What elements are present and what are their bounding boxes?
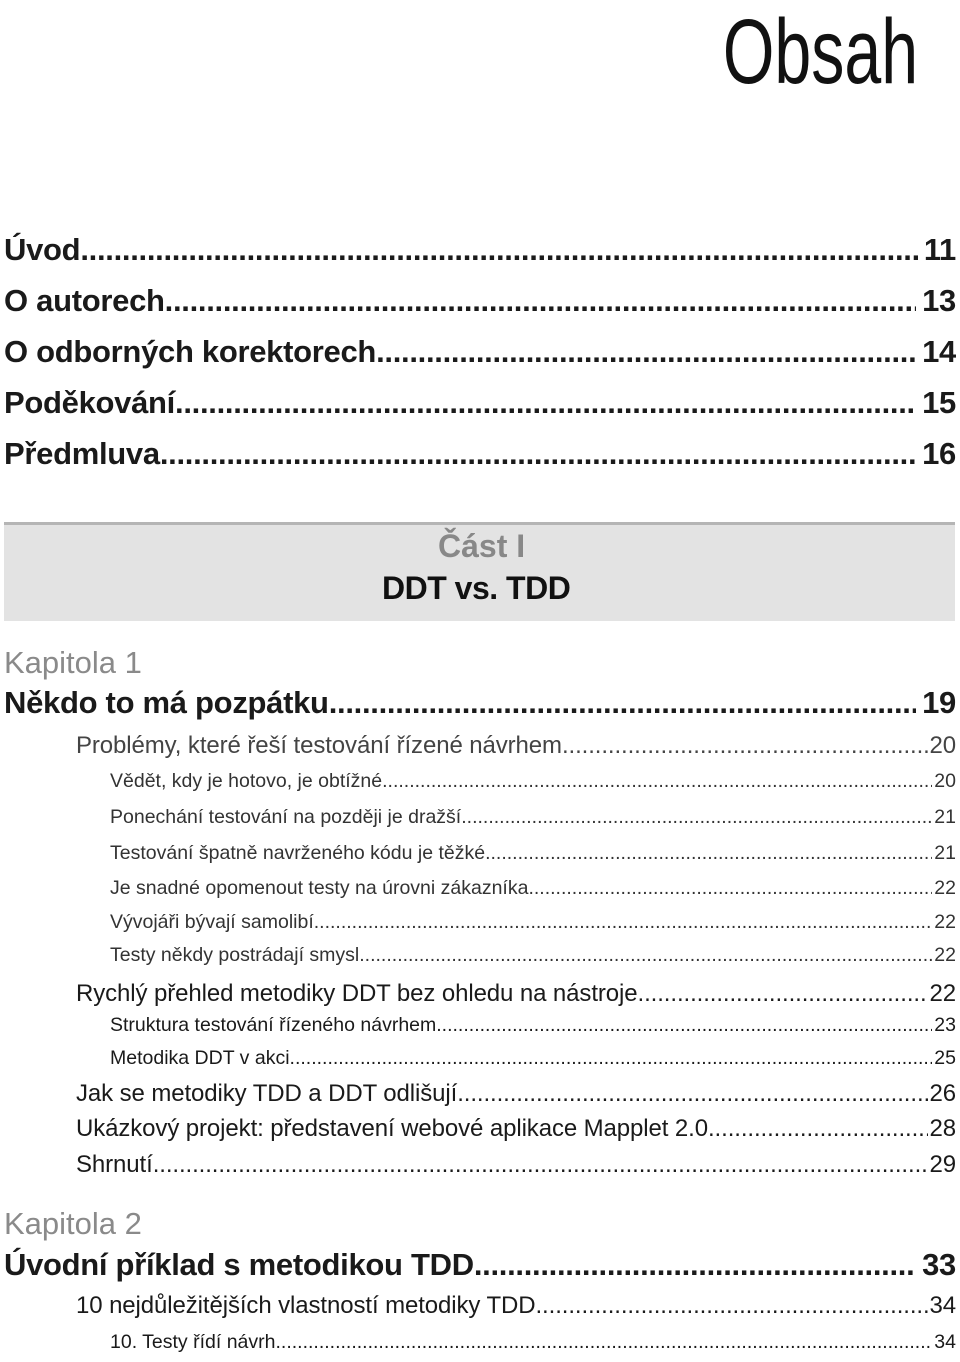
chapter-page: 19 [922, 685, 956, 720]
toc-subsection[interactable] [110, 1331, 956, 1354]
dot-leader [457, 1080, 927, 1108]
dot-leader [275, 1331, 932, 1354]
chapter-title: Úvodní příklad s metodikou TDD [4, 1247, 474, 1282]
dot-leader [485, 842, 932, 865]
toc-section[interactable] [76, 732, 956, 760]
subsection-page: 20 [934, 770, 956, 792]
toc-entry-page: 16 [922, 436, 956, 471]
subsection-page: 23 [934, 1014, 956, 1036]
toc-entry-podekovani[interactable] [4, 385, 956, 421]
toc-entry-page: 14 [922, 334, 956, 369]
toc-entry-page: 15 [922, 385, 956, 420]
section-page: 29 [929, 1151, 956, 1178]
toc-subsection[interactable] [110, 877, 956, 900]
dot-leader [528, 877, 932, 900]
toc-subsection[interactable] [110, 842, 956, 865]
part-title: DDT vs. TDD [382, 570, 571, 606]
subsection-title: Je snadné opomenout testy na úrovni zákazníka [110, 877, 529, 899]
subsection-page: 22 [934, 944, 956, 966]
toc-section[interactable] [76, 1080, 956, 1108]
subsection-page: 25 [934, 1047, 956, 1069]
subsection-title: Vědět, kdy je hotovo, je obtížné [110, 770, 383, 792]
dot-leader [359, 944, 932, 967]
toc-chapter-1[interactable] [4, 685, 956, 721]
dot-leader [165, 283, 916, 319]
dot-leader [329, 685, 916, 721]
toc-section[interactable] [76, 1151, 956, 1179]
chapter-title: Někdo to má pozpátku [4, 685, 329, 720]
section-title: Ukázkový projekt: představení webové aplikace Mapplet 2.0 [76, 1115, 708, 1142]
subsection-title: Struktura testování řízeného návrhem [110, 1014, 437, 1036]
toc-entry-title: Předmluva [4, 436, 160, 471]
subsection-page: 21 [934, 806, 956, 828]
dot-leader [376, 334, 916, 370]
section-title: Rychlý přehled metodiky DDT bez ohledu na nástroje [76, 980, 638, 1007]
chapter-page: 33 [922, 1247, 956, 1282]
dot-leader [175, 385, 916, 421]
chapter-label: Kapitola 2 [4, 1206, 142, 1241]
dot-leader [708, 1115, 928, 1143]
dot-leader [160, 436, 916, 472]
section-page: 22 [929, 980, 956, 1007]
dot-leader [314, 911, 933, 934]
toc-entry-title: Úvod [4, 232, 81, 267]
toc-section[interactable] [76, 980, 956, 1008]
toc-entry-uvod[interactable] [4, 232, 956, 268]
dot-leader [638, 980, 928, 1008]
dot-leader [382, 770, 932, 793]
toc-subsection[interactable] [110, 944, 956, 967]
subsection-page: 22 [934, 911, 956, 933]
toc-section[interactable] [76, 1115, 956, 1143]
section-title: 10 nejdůležitějších vlastností metodiky TDD [76, 1292, 536, 1319]
dot-leader [436, 1014, 932, 1037]
dot-leader [153, 1151, 928, 1179]
subsection-title: Ponechání testování na později je dražší [110, 806, 462, 828]
toc-subsection[interactable] [110, 770, 956, 793]
dot-leader [80, 232, 918, 268]
toc-entry-title: O autorech [4, 283, 165, 318]
page-title: Obsah [722, 1, 918, 103]
section-page: 26 [929, 1080, 956, 1107]
subsection-title: Testování špatně navrženého kódu je těžké [110, 842, 486, 864]
toc-subsection[interactable] [110, 806, 956, 829]
dot-leader [535, 1292, 927, 1320]
subsection-title: Testy někdy postrádají smysl [110, 944, 360, 966]
chapter-label: Kapitola 1 [4, 645, 142, 680]
dot-leader [474, 1247, 916, 1283]
part-label: Část I [438, 528, 526, 564]
section-title: Shrnutí [76, 1151, 153, 1178]
subsection-title: Vývojáři bývají samolibí [110, 911, 314, 933]
section-page: 34 [929, 1292, 956, 1319]
dot-leader [461, 806, 932, 829]
section-title: Jak se metodiky TDD a DDT odlišují [76, 1080, 458, 1107]
subsection-title: Metodika DDT v akci [110, 1047, 290, 1069]
toc-section[interactable] [76, 1292, 956, 1320]
toc-entry-page: 11 [923, 232, 956, 267]
dot-leader [290, 1047, 933, 1070]
toc-entry-title: Poděkování [4, 385, 175, 420]
toc-chapter-2[interactable] [4, 1247, 956, 1283]
toc-subsection[interactable] [110, 1047, 956, 1070]
toc-entry-page: 13 [922, 283, 956, 318]
section-page: 20 [929, 732, 956, 759]
subsection-page: 21 [934, 842, 956, 864]
dot-leader [562, 732, 928, 760]
toc-subsection[interactable] [110, 1014, 956, 1037]
toc-entry-title: O odborných korektorech [4, 334, 377, 369]
toc-entry-korektori[interactable] [4, 334, 956, 370]
section-page: 28 [929, 1115, 956, 1142]
subsection-page: 22 [934, 877, 956, 899]
toc-subsection[interactable] [110, 911, 956, 934]
subsection-page: 34 [934, 1331, 956, 1353]
toc-entry-predmluva[interactable] [4, 436, 956, 472]
section-title: Problémy, které řeší testování řízené návrhem [76, 732, 562, 759]
subsection-title: 10. Testy řídí návrh [110, 1331, 276, 1353]
toc-entry-o-autorech[interactable] [4, 283, 956, 319]
